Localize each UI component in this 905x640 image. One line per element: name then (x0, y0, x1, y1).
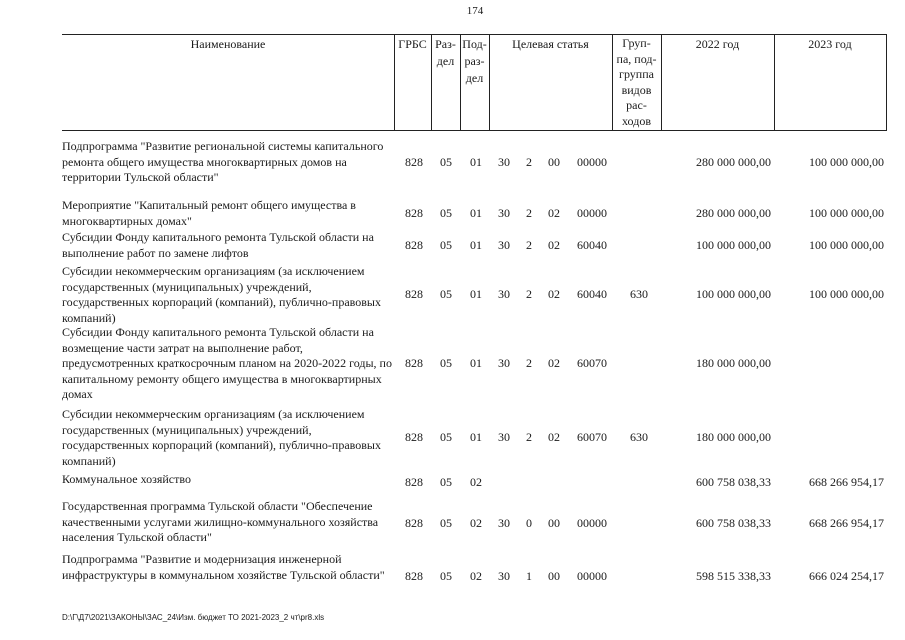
row-c1: 30 (498, 430, 510, 444)
header-celevaya: Целевая статья (512, 37, 589, 51)
row-c1: 30 (498, 569, 510, 583)
row-rz: 05 (440, 430, 452, 444)
row-rz: 05 (440, 287, 452, 301)
row-rz: 05 (440, 356, 452, 370)
table-row (0, 325, 905, 403)
row-name: Субсидии Фонду капитального ремонта Тульской области на возмещение части затрат на выполнение работ, предусмотренных краткосрочным планом на 2020-2022 годы, по капитальному ремонту общего имущества в многоквартирных домах (62, 325, 392, 401)
row-c1: 30 (498, 206, 510, 220)
row-rz: 05 (440, 569, 452, 583)
row-c2: 2 (526, 206, 532, 220)
row-amount-2022: 600 758 038,33 (696, 475, 771, 489)
header-2023: 2023 год (808, 37, 852, 51)
row-rz: 05 (440, 516, 452, 530)
row-pr: 01 (470, 206, 482, 220)
row-c4: 00000 (577, 516, 607, 530)
table-row (0, 264, 905, 325)
header-bottom-border (62, 130, 887, 131)
row-c4: 00000 (577, 569, 607, 583)
row-name: Коммунальное хозяйство (62, 472, 191, 486)
row-c1: 30 (498, 238, 510, 252)
row-c3: 00 (548, 569, 560, 583)
row-vr: 630 (630, 430, 648, 444)
row-amount-2023: 666 024 254,17 (809, 569, 884, 583)
row-amount-2023: 100 000 000,00 (809, 155, 884, 169)
header-podrazdel: Под- раз- дел (462, 37, 487, 85)
row-vr: 630 (630, 287, 648, 301)
row-c1: 30 (498, 287, 510, 301)
table-row (0, 198, 905, 230)
row-grbs: 828 (405, 430, 423, 444)
row-c2: 2 (526, 155, 532, 169)
row-c2: 2 (526, 430, 532, 444)
table-row (0, 472, 905, 494)
row-c2: 2 (526, 287, 532, 301)
row-amount-2022: 280 000 000,00 (696, 206, 771, 220)
row-c4: 60040 (577, 287, 607, 301)
row-amount-2023: 668 266 954,17 (809, 475, 884, 489)
row-grbs: 828 (405, 475, 423, 489)
row-rz: 05 (440, 155, 452, 169)
row-c2: 0 (526, 516, 532, 530)
row-grbs: 828 (405, 206, 423, 220)
row-pr: 02 (470, 516, 482, 530)
row-amount-2022: 600 758 038,33 (696, 516, 771, 530)
row-c3: 02 (548, 287, 560, 301)
footer-file-path: D:\Г\Д7\2021\ЗАКОНЫ\ЗАС_24\Изм. бюджет ТО 2021-2023_2 чт\pr8.xls (62, 613, 325, 622)
table-row (0, 499, 905, 548)
header-2022: 2022 год (695, 37, 740, 51)
row-pr: 01 (470, 155, 482, 169)
page-number: 174 (466, 5, 484, 17)
row-pr: 01 (470, 287, 482, 301)
table-row (0, 139, 905, 186)
row-name: Подпрограмма "Развитие и модернизация инженерной инфраструктуры в коммунальном хозяйстве Тульской области" (62, 552, 385, 582)
row-name: Мероприятие "Капитальный ремонт общего имущества в многоквартирных домах" (62, 198, 356, 228)
row-amount-2022: 180 000 000,00 (696, 430, 771, 444)
row-c1: 30 (498, 155, 510, 169)
row-c1: 30 (498, 356, 510, 370)
row-grbs: 828 (405, 356, 423, 370)
row-pr: 02 (470, 475, 482, 489)
row-rz: 05 (440, 238, 452, 252)
row-amount-2022: 100 000 000,00 (696, 238, 771, 252)
header-grbs: ГРБС (398, 37, 427, 51)
row-grbs: 828 (405, 155, 423, 169)
row-c4: 60070 (577, 430, 607, 444)
row-c4: 60040 (577, 238, 607, 252)
row-c2: 2 (526, 356, 532, 370)
header-gruppa: Груп- па, под- группа видов рас- ходов (616, 36, 657, 128)
row-amount-2022: 180 000 000,00 (696, 356, 771, 370)
row-name: Субсидии Фонду капитального ремонта Тульской области на выполнение работ по замене лифтов (62, 230, 374, 260)
row-pr: 02 (470, 569, 482, 583)
row-name: Субсидии некоммерческим организациям (за исключением государственных (муниципальных) учреждений, государственных корпораций (компаний), публично-правовых компаний) (62, 264, 381, 325)
row-c1: 30 (498, 516, 510, 530)
row-name: Субсидии некоммерческим организациям (за исключением государственных (муниципальных) учреждений, государственных корпораций (компаний), публично-правовых компаний) (62, 407, 381, 468)
row-c4: 00000 (577, 206, 607, 220)
table-row (0, 552, 905, 601)
row-c4: 00000 (577, 155, 607, 169)
col-divider (886, 34, 887, 131)
row-c2: 2 (526, 238, 532, 252)
row-grbs: 828 (405, 569, 423, 583)
row-pr: 01 (470, 238, 482, 252)
row-c2: 1 (526, 569, 532, 583)
header-razdel: Раз- дел (435, 37, 456, 68)
row-amount-2023: 668 266 954,17 (809, 516, 884, 530)
row-c3: 02 (548, 238, 560, 252)
row-pr: 01 (470, 430, 482, 444)
row-amount-2023: 100 000 000,00 (809, 206, 884, 220)
row-amount-2023: 100 000 000,00 (809, 238, 884, 252)
header-name: Наименование (190, 37, 266, 51)
row-name: Государственная программа Тульской области "Обеспечение качественными услугами жилищно-коммунального хозяйства населения Тульской области" (62, 499, 379, 544)
row-c4: 60070 (577, 356, 607, 370)
row-grbs: 828 (405, 238, 423, 252)
row-c3: 00 (548, 516, 560, 530)
row-grbs: 828 (405, 516, 423, 530)
table-row (0, 407, 905, 468)
row-c3: 02 (548, 206, 560, 220)
row-pr: 01 (470, 356, 482, 370)
row-amount-2022: 598 515 338,33 (696, 569, 771, 583)
row-rz: 05 (440, 206, 452, 220)
row-amount-2022: 100 000 000,00 (696, 287, 771, 301)
row-amount-2022: 280 000 000,00 (696, 155, 771, 169)
row-name: Подпрограмма "Развитие региональной системы капитального ремонта общего имущества многоквартирных домов на территории Тульской области" (62, 139, 384, 184)
row-grbs: 828 (405, 287, 423, 301)
row-c3: 02 (548, 430, 560, 444)
row-amount-2023: 100 000 000,00 (809, 287, 884, 301)
table-row (0, 230, 905, 262)
table-top-border (62, 34, 887, 35)
row-c3: 00 (548, 155, 560, 169)
row-c3: 02 (548, 356, 560, 370)
row-rz: 05 (440, 475, 452, 489)
